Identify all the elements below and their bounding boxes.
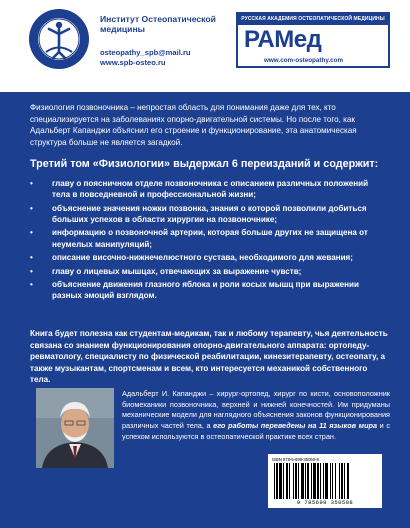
ramed-website[interactable]: www.com-osteopathy.com	[264, 57, 344, 64]
list-item-text: описание височно-нижнечелюстного сустава, необходимого для жевания;	[52, 253, 353, 263]
barcode-bar	[317, 463, 319, 499]
barcode-bar	[347, 463, 349, 499]
ramed-logo-box	[236, 12, 390, 68]
author-bio-text: Адальберт И. Капанджи – хирург-ортопед, хирург по кисти, основоположник биомеханики позвоночника, верхней и нижней конечностей. Им придуманы механические модели для наглядного объяснения законов функционирования различных частей тела, а	[122, 389, 390, 431]
barcode-bar	[323, 463, 324, 499]
institute-name: Институт Остеопатической медицины	[100, 14, 216, 34]
institute-email[interactable]: osteopathy_spb@mail.ru	[100, 48, 191, 57]
barcode-bar	[276, 463, 278, 499]
bullet-icon: •	[30, 203, 33, 213]
barcode-bar	[301, 463, 304, 499]
ramed-tagline: РУССКАЯ АКАДЕМИЯ ОСТЕОПАТИЧЕСКОЙ МЕДИЦИНЫ	[238, 14, 388, 25]
barcode-bar	[311, 463, 312, 499]
barcode-bar	[313, 463, 316, 499]
institute-contacts	[100, 48, 250, 68]
bullet-icon: •	[30, 179, 33, 188]
barcode-bar	[298, 463, 299, 499]
closing-paragraph: Книга будет полезна как студентам-медикам, так и любому терапевту, чья деятельность связана со знанием функционирования опорно-двигательного аппарата: ортопеду-ревматологу, специалисту по физической реабилитации, кинезитерапевту, остеопату, а также музыкантам, спортсменам и всем, кто интересуется механикой собственного тела.	[30, 329, 388, 385]
institute-website[interactable]: www.spb-osteo.ru	[100, 58, 166, 67]
barcode-bar	[283, 463, 284, 499]
bullet-icon: •	[30, 266, 33, 276]
barcode-bar	[335, 463, 336, 499]
list-item	[28, 279, 376, 301]
barcode-bar	[339, 463, 340, 499]
list-item	[28, 252, 376, 263]
bullet-icon: •	[30, 280, 33, 290]
list-item-text: главу о поясничном отделе позвоночника с описанием различных положений тела в повседневной и профессиональной жизни;	[52, 179, 369, 200]
isbn-barcode	[268, 454, 382, 508]
list-item-text: информацию о позвоночной артерии, которая больше других не защищена от неумелых манипуляций;	[52, 228, 368, 249]
bullet-icon: •	[30, 228, 33, 238]
barcode-bar	[325, 463, 328, 499]
author-bio-text-end: и с успехом используются в остеопатической практике всех стран.	[122, 421, 390, 441]
barcode-bar	[330, 463, 331, 499]
barcode-bar	[307, 463, 309, 499]
intro-paragraph: Физиология позвоночника – непростая область для понимания даже для тех, кто специализируется на заболеваниях опорно-двигательной системы. Но после того, как Адальберт Капанджи объяснил его строение и функционирование, эта анатомическая структура больше не является загадкой.	[30, 103, 357, 147]
isbn-label: ISBN 978-5-699-35050-8	[272, 457, 319, 462]
barcode-bar	[279, 463, 282, 499]
institute-logo	[28, 8, 90, 70]
author-bio	[122, 389, 390, 443]
barcode-bar	[286, 463, 288, 499]
list-item	[28, 203, 376, 225]
contents-list	[28, 178, 376, 304]
contents-heading: Третий том «Физиологии» выдержал 6 переизданий и содержит:	[30, 158, 379, 170]
list-item	[28, 178, 376, 200]
barcode-bar	[344, 463, 345, 499]
ramed-logo: РАМед	[244, 26, 322, 53]
barcode-bar	[305, 463, 306, 499]
author-photo	[36, 388, 114, 468]
list-item-text: главу о лицевых мышцах, отвечающих за выражение чувств;	[52, 266, 302, 276]
barcode-bar	[274, 463, 275, 499]
barcode-bar	[289, 463, 290, 499]
barcode-bar	[295, 463, 297, 499]
list-item-text: объяснение движения глазного яблока и роли косых мышц при выражении разных эмоций взглядом.	[52, 280, 360, 301]
author-bio-emphasis: его работы переведены на 11 языков мира	[213, 421, 378, 431]
header-banner	[0, 0, 410, 92]
barcode-bar	[293, 463, 294, 499]
bullet-icon: •	[30, 253, 33, 263]
barcode-bar	[320, 463, 321, 499]
list-item	[28, 227, 376, 249]
list-item-text: объяснение значения ножки позвонка, знания о которой позволили добиться больших успехов в области хирургии на позвоночнике;	[52, 203, 367, 224]
barcode-bars	[274, 463, 376, 499]
barcode-bar	[341, 463, 343, 499]
list-item	[28, 266, 376, 277]
isbn-digits: 9 785699 350508	[296, 499, 354, 506]
barcode-bar	[332, 463, 333, 499]
